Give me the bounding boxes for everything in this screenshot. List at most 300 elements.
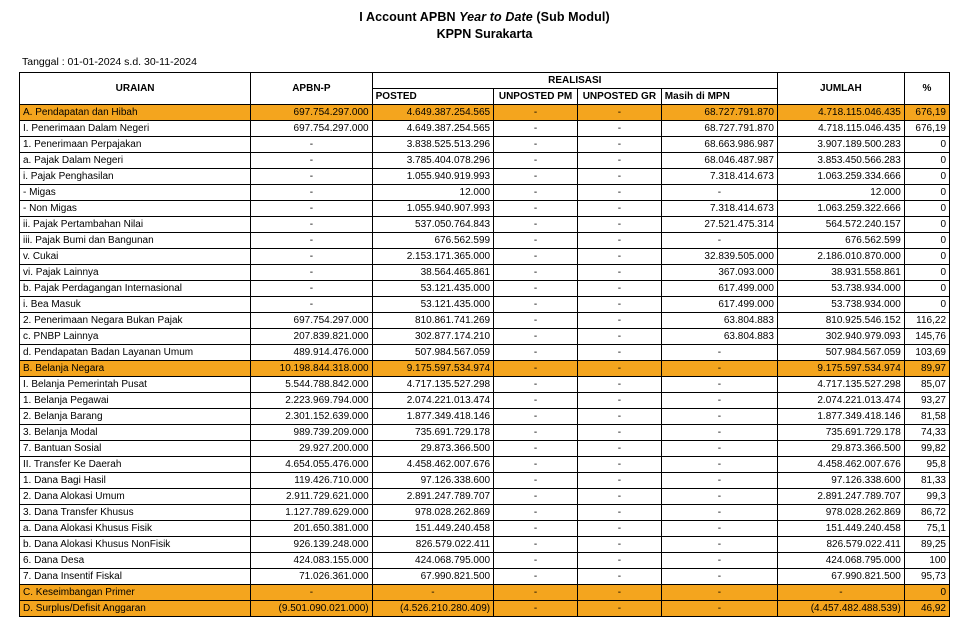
cell-uraian: 3. Belanja Modal: [20, 425, 251, 441]
cell-masih-di-mpn: -: [661, 521, 777, 537]
cell-persen: 0: [904, 585, 949, 601]
cell-masih-di-mpn: -: [661, 585, 777, 601]
cell-unposted-pm: -: [494, 169, 578, 185]
cell-apbnp: 2.301.152.639.000: [251, 409, 372, 425]
cell-posted: 676.562.599: [372, 233, 493, 249]
cell-persen: 89,25: [904, 537, 949, 553]
cell-apbnp: 10.198.844.318.000: [251, 361, 372, 377]
cell-unposted-pm: -: [494, 553, 578, 569]
table-row: [20, 265, 950, 281]
cell-masih-di-mpn: -: [661, 361, 777, 377]
cell-posted: 810.861.741.269: [372, 313, 493, 329]
cell-posted: (4.526.210.280.409): [372, 601, 493, 617]
column-header-masih-di-mpn: Masih di MPN: [661, 89, 777, 105]
cell-masih-di-mpn: 63.804.883: [661, 313, 777, 329]
cell-apbnp: 4.654.055.476.000: [251, 457, 372, 473]
cell-uraian: 2. Belanja Barang: [20, 409, 251, 425]
cell-persen: 0: [904, 169, 949, 185]
cell-posted: 3.838.525.513.296: [372, 137, 493, 153]
cell-apbnp: 1.127.789.629.000: [251, 505, 372, 521]
cell-masih-di-mpn: 68.663.986.987: [661, 137, 777, 153]
cell-posted: 1.055.940.907.993: [372, 201, 493, 217]
cell-jumlah: 1.063.259.322.666: [777, 201, 904, 217]
cell-uraian: 7. Dana Insentif Fiskal: [20, 569, 251, 585]
cell-unposted-gr: -: [577, 137, 661, 153]
cell-masih-di-mpn: -: [661, 393, 777, 409]
cell-unposted-pm: -: [494, 569, 578, 585]
table-row: [20, 441, 950, 457]
cell-persen: 95,73: [904, 569, 949, 585]
cell-apbnp: -: [251, 297, 372, 313]
cell-jumlah: 151.449.240.458: [777, 521, 904, 537]
cell-unposted-gr: -: [577, 201, 661, 217]
cell-unposted-pm: -: [494, 329, 578, 345]
table-row: [20, 393, 950, 409]
cell-uraian: 2. Penerimaan Negara Bukan Pajak: [20, 313, 251, 329]
cell-posted: 12.000: [372, 185, 493, 201]
cell-unposted-gr: -: [577, 233, 661, 249]
cell-uraian: - Non Migas: [20, 201, 251, 217]
page-title-prefix: I Account APBN: [359, 10, 460, 24]
report-title-block: [0, 0, 969, 41]
cell-jumlah: 97.126.338.600: [777, 473, 904, 489]
cell-posted: 507.984.567.059: [372, 345, 493, 361]
cell-masih-di-mpn: 68.727.791.870: [661, 121, 777, 137]
cell-persen: 81,33: [904, 473, 949, 489]
cell-unposted-gr: -: [577, 409, 661, 425]
cell-jumlah: 4.717.135.527.298: [777, 377, 904, 393]
cell-apbnp: -: [251, 233, 372, 249]
cell-jumlah: 978.028.262.869: [777, 505, 904, 521]
cell-uraian: 1. Belanja Pegawai: [20, 393, 251, 409]
table-row: [20, 553, 950, 569]
cell-posted: 4.458.462.007.676: [372, 457, 493, 473]
cell-masih-di-mpn: -: [661, 425, 777, 441]
cell-unposted-gr: -: [577, 361, 661, 377]
cell-persen: 0: [904, 265, 949, 281]
cell-unposted-pm: -: [494, 585, 578, 601]
table-row: [20, 345, 950, 361]
period-label: Tanggal : 01-01-2024 s.d. 30-11-2024: [22, 56, 197, 68]
cell-jumlah: 38.931.558.861: [777, 265, 904, 281]
cell-persen: 0: [904, 201, 949, 217]
cell-unposted-pm: -: [494, 601, 578, 617]
cell-uraian: 3. Dana Transfer Khusus: [20, 505, 251, 521]
cell-unposted-pm: -: [494, 505, 578, 521]
cell-masih-di-mpn: -: [661, 185, 777, 201]
cell-posted: 38.564.465.861: [372, 265, 493, 281]
cell-posted: 29.873.366.500: [372, 441, 493, 457]
cell-posted: 424.068.795.000: [372, 553, 493, 569]
cell-uraian: 7. Bantuan Sosial: [20, 441, 251, 457]
cell-persen: 100: [904, 553, 949, 569]
cell-uraian: A. Pendapatan dan Hibah: [20, 105, 251, 121]
cell-masih-di-mpn: 367.093.000: [661, 265, 777, 281]
column-header-jumlah: JUMLAH: [777, 73, 904, 105]
table-body: [20, 105, 950, 617]
cell-persen: 0: [904, 297, 949, 313]
cell-persen: 0: [904, 137, 949, 153]
cell-unposted-pm: -: [494, 441, 578, 457]
cell-masih-di-mpn: 7.318.414.673: [661, 201, 777, 217]
cell-unposted-gr: -: [577, 297, 661, 313]
cell-posted: 826.579.022.411: [372, 537, 493, 553]
cell-unposted-pm: -: [494, 473, 578, 489]
cell-unposted-pm: -: [494, 233, 578, 249]
cell-posted: 53.121.435.000: [372, 297, 493, 313]
cell-jumlah: 564.572.240.157: [777, 217, 904, 233]
cell-unposted-gr: -: [577, 169, 661, 185]
cell-uraian: II. Transfer Ke Daerah: [20, 457, 251, 473]
cell-unposted-gr: -: [577, 425, 661, 441]
cell-persen: 81,58: [904, 409, 949, 425]
cell-posted: 4.649.387.254.565: [372, 121, 493, 137]
cell-unposted-pm: -: [494, 201, 578, 217]
table-row: [20, 313, 950, 329]
cell-apbnp: 489.914.476.000: [251, 345, 372, 361]
cell-masih-di-mpn: -: [661, 569, 777, 585]
cell-unposted-pm: -: [494, 265, 578, 281]
cell-unposted-gr: -: [577, 281, 661, 297]
cell-posted: 151.449.240.458: [372, 521, 493, 537]
cell-persen: 75,1: [904, 521, 949, 537]
cell-unposted-gr: -: [577, 521, 661, 537]
cell-jumlah: 735.691.729.178: [777, 425, 904, 441]
table-row: [20, 153, 950, 169]
cell-unposted-gr: -: [577, 473, 661, 489]
table-row: [20, 585, 950, 601]
cell-apbnp: 201.650.381.000: [251, 521, 372, 537]
table-row: [20, 169, 950, 185]
column-header-apbnp: APBN-P: [251, 73, 372, 105]
cell-jumlah: (4.457.482.488.539): [777, 601, 904, 617]
cell-persen: 74,33: [904, 425, 949, 441]
cell-masih-di-mpn: 7.318.414.673: [661, 169, 777, 185]
page-title-suffix: (Sub Modul): [532, 10, 610, 24]
cell-uraian: i. Bea Masuk: [20, 297, 251, 313]
table-row: [20, 537, 950, 553]
cell-persen: 86,72: [904, 505, 949, 521]
cell-persen: 0: [904, 281, 949, 297]
cell-masih-di-mpn: -: [661, 489, 777, 505]
cell-unposted-gr: -: [577, 217, 661, 233]
cell-jumlah: 2.186.010.870.000: [777, 249, 904, 265]
cell-masih-di-mpn: -: [661, 441, 777, 457]
cell-posted: 735.691.729.178: [372, 425, 493, 441]
column-header-unposted-gr: UNPOSTED GR: [577, 89, 661, 105]
table-row: [20, 409, 950, 425]
cell-jumlah: -: [777, 585, 904, 601]
cell-jumlah: 826.579.022.411: [777, 537, 904, 553]
cell-uraian: vi. Pajak Lainnya: [20, 265, 251, 281]
cell-jumlah: 3.907.189.500.283: [777, 137, 904, 153]
table-row: [20, 425, 950, 441]
cell-jumlah: 3.853.450.566.283: [777, 153, 904, 169]
cell-apbnp: -: [251, 217, 372, 233]
cell-unposted-pm: -: [494, 489, 578, 505]
table-row: [20, 361, 950, 377]
cell-jumlah: 4.458.462.007.676: [777, 457, 904, 473]
cell-apbnp: 697.754.297.000: [251, 121, 372, 137]
cell-jumlah: 67.990.821.500: [777, 569, 904, 585]
cell-persen: 676,19: [904, 121, 949, 137]
cell-unposted-pm: -: [494, 345, 578, 361]
cell-masih-di-mpn: 27.521.475.314: [661, 217, 777, 233]
cell-posted: 4.717.135.527.298: [372, 377, 493, 393]
cell-persen: 0: [904, 185, 949, 201]
cell-uraian: v. Cukai: [20, 249, 251, 265]
cell-uraian: 1. Dana Bagi Hasil: [20, 473, 251, 489]
cell-unposted-gr: -: [577, 457, 661, 473]
cell-unposted-gr: -: [577, 585, 661, 601]
cell-unposted-gr: -: [577, 393, 661, 409]
cell-persen: 85,07: [904, 377, 949, 393]
page-title-italic: Year to Date: [459, 10, 533, 24]
cell-apbnp: 119.426.710.000: [251, 473, 372, 489]
cell-masih-di-mpn: 617.499.000: [661, 281, 777, 297]
cell-masih-di-mpn: -: [661, 345, 777, 361]
cell-unposted-gr: -: [577, 265, 661, 281]
cell-jumlah: 2.074.221.013.474: [777, 393, 904, 409]
cell-uraian: D. Surplus/Defisit Anggaran: [20, 601, 251, 617]
cell-masih-di-mpn: -: [661, 473, 777, 489]
cell-masih-di-mpn: -: [661, 377, 777, 393]
cell-masih-di-mpn: 68.046.487.987: [661, 153, 777, 169]
cell-apbnp: (9.501.090.021.000): [251, 601, 372, 617]
cell-jumlah: 53.738.934.000: [777, 281, 904, 297]
cell-apbnp: -: [251, 137, 372, 153]
cell-unposted-gr: -: [577, 569, 661, 585]
cell-posted: 978.028.262.869: [372, 505, 493, 521]
cell-apbnp: -: [251, 201, 372, 217]
cell-apbnp: 207.839.821.000: [251, 329, 372, 345]
table-row: [20, 505, 950, 521]
cell-unposted-gr: -: [577, 441, 661, 457]
cell-uraian: a. Dana Alokasi Khusus Fisik: [20, 521, 251, 537]
cell-unposted-gr: -: [577, 185, 661, 201]
cell-uraian: b. Dana Alokasi Khusus NonFisik: [20, 537, 251, 553]
cell-uraian: 1. Penerimaan Perpajakan: [20, 137, 251, 153]
cell-masih-di-mpn: -: [661, 233, 777, 249]
cell-posted: 1.877.349.418.146: [372, 409, 493, 425]
table-row: [20, 457, 950, 473]
cell-persen: 145,76: [904, 329, 949, 345]
cell-posted: -: [372, 585, 493, 601]
cell-uraian: 6. Dana Desa: [20, 553, 251, 569]
cell-masih-di-mpn: 63.804.883: [661, 329, 777, 345]
cell-unposted-pm: -: [494, 137, 578, 153]
table-row: [20, 489, 950, 505]
cell-unposted-pm: -: [494, 457, 578, 473]
cell-uraian: b. Pajak Perdagangan Internasional: [20, 281, 251, 297]
cell-unposted-pm: -: [494, 361, 578, 377]
cell-apbnp: 989.739.209.000: [251, 425, 372, 441]
page-title: [0, 10, 969, 24]
cell-unposted-pm: -: [494, 297, 578, 313]
cell-uraian: I. Penerimaan Dalam Negeri: [20, 121, 251, 137]
column-group-header-realisasi: REALISASI: [372, 73, 777, 89]
cell-persen: 89,97: [904, 361, 949, 377]
cell-unposted-gr: -: [577, 345, 661, 361]
cell-apbnp: 2.223.969.794.000: [251, 393, 372, 409]
cell-apbnp: -: [251, 249, 372, 265]
cell-unposted-gr: -: [577, 121, 661, 137]
cell-apbnp: 29.927.200.000: [251, 441, 372, 457]
cell-jumlah: 53.738.934.000: [777, 297, 904, 313]
cell-unposted-gr: -: [577, 601, 661, 617]
cell-apbnp: 5.544.788.842.000: [251, 377, 372, 393]
cell-uraian: d. Pendapatan Badan Layanan Umum: [20, 345, 251, 361]
cell-masih-di-mpn: -: [661, 601, 777, 617]
cell-jumlah: 810.925.546.152: [777, 313, 904, 329]
cell-posted: 53.121.435.000: [372, 281, 493, 297]
cell-posted: 9.175.597.534.974: [372, 361, 493, 377]
cell-unposted-pm: -: [494, 249, 578, 265]
cell-masih-di-mpn: 68.727.791.870: [661, 105, 777, 121]
cell-jumlah: 9.175.597.534.974: [777, 361, 904, 377]
cell-uraian: c. PNBP Lainnya: [20, 329, 251, 345]
cell-unposted-gr: -: [577, 249, 661, 265]
cell-unposted-gr: -: [577, 153, 661, 169]
column-header-posted: POSTED: [372, 89, 493, 105]
cell-masih-di-mpn: -: [661, 553, 777, 569]
cell-persen: 0: [904, 249, 949, 265]
table-row: [20, 249, 950, 265]
cell-persen: 0: [904, 217, 949, 233]
cell-uraian: iii. Pajak Bumi dan Bangunan: [20, 233, 251, 249]
cell-posted: 97.126.338.600: [372, 473, 493, 489]
cell-jumlah: 507.984.567.059: [777, 345, 904, 361]
cell-unposted-gr: -: [577, 537, 661, 553]
cell-posted: 2.153.171.365.000: [372, 249, 493, 265]
cell-persen: 103,69: [904, 345, 949, 361]
cell-posted: 4.649.387.254.565: [372, 105, 493, 121]
cell-apbnp: -: [251, 169, 372, 185]
cell-apbnp: 424.083.155.000: [251, 553, 372, 569]
cell-jumlah: 2.891.247.789.707: [777, 489, 904, 505]
table-row: [20, 297, 950, 313]
cell-uraian: I. Belanja Pemerintah Pusat: [20, 377, 251, 393]
table-row: [20, 201, 950, 217]
cell-unposted-gr: -: [577, 377, 661, 393]
cell-persen: 99,3: [904, 489, 949, 505]
cell-posted: 2.074.221.013.474: [372, 393, 493, 409]
cell-uraian: ii. Pajak Pertambahan Nilai: [20, 217, 251, 233]
cell-apbnp: -: [251, 281, 372, 297]
cell-unposted-pm: -: [494, 281, 578, 297]
iaccount-report-table: [19, 72, 950, 617]
cell-apbnp: -: [251, 265, 372, 281]
cell-apbnp: -: [251, 185, 372, 201]
cell-uraian: a. Pajak Dalam Negeri: [20, 153, 251, 169]
cell-uraian: C. Keseimbangan Primer: [20, 585, 251, 601]
cell-uraian: 2. Dana Alokasi Umum: [20, 489, 251, 505]
table-row: [20, 521, 950, 537]
cell-posted: 67.990.821.500: [372, 569, 493, 585]
cell-unposted-pm: -: [494, 537, 578, 553]
table-row: [20, 377, 950, 393]
table-row: [20, 329, 950, 345]
cell-persen: 93,27: [904, 393, 949, 409]
cell-apbnp: 71.026.361.000: [251, 569, 372, 585]
column-header-unposted-pm: UNPOSTED PM: [494, 89, 578, 105]
table-header: [20, 73, 950, 105]
cell-posted: 302.877.174.210: [372, 329, 493, 345]
table-row: [20, 105, 950, 121]
cell-unposted-pm: -: [494, 217, 578, 233]
cell-unposted-gr: -: [577, 553, 661, 569]
cell-jumlah: 4.718.115.046.435: [777, 105, 904, 121]
table-row: [20, 281, 950, 297]
cell-posted: 1.055.940.919.993: [372, 169, 493, 185]
cell-unposted-pm: -: [494, 105, 578, 121]
cell-apbnp: -: [251, 585, 372, 601]
cell-unposted-gr: -: [577, 489, 661, 505]
table-row: [20, 217, 950, 233]
cell-apbnp: -: [251, 153, 372, 169]
cell-unposted-gr: -: [577, 505, 661, 521]
cell-uraian: B. Belanja Negara: [20, 361, 251, 377]
cell-uraian: i. Pajak Penghasilan: [20, 169, 251, 185]
cell-persen: 0: [904, 153, 949, 169]
table-row: [20, 233, 950, 249]
cell-jumlah: 424.068.795.000: [777, 553, 904, 569]
cell-unposted-pm: -: [494, 121, 578, 137]
cell-masih-di-mpn: -: [661, 409, 777, 425]
cell-unposted-pm: -: [494, 521, 578, 537]
cell-uraian: - Migas: [20, 185, 251, 201]
cell-unposted-gr: -: [577, 105, 661, 121]
cell-masih-di-mpn: 617.499.000: [661, 297, 777, 313]
cell-jumlah: 29.873.366.500: [777, 441, 904, 457]
cell-unposted-pm: -: [494, 425, 578, 441]
cell-unposted-pm: -: [494, 393, 578, 409]
cell-unposted-pm: -: [494, 409, 578, 425]
cell-posted: 3.785.404.078.296: [372, 153, 493, 169]
cell-apbnp: 697.754.297.000: [251, 105, 372, 121]
cell-unposted-gr: -: [577, 313, 661, 329]
cell-masih-di-mpn: -: [661, 457, 777, 473]
table-header-row-1: [20, 73, 950, 89]
cell-posted: 2.891.247.789.707: [372, 489, 493, 505]
cell-persen: 676,19: [904, 105, 949, 121]
table-row: [20, 569, 950, 585]
column-header-uraian: URAIAN: [20, 73, 251, 105]
cell-masih-di-mpn: -: [661, 537, 777, 553]
cell-jumlah: 302.940.979.093: [777, 329, 904, 345]
cell-jumlah: 12.000: [777, 185, 904, 201]
cell-unposted-pm: -: [494, 313, 578, 329]
cell-jumlah: 676.562.599: [777, 233, 904, 249]
cell-persen: 116,22: [904, 313, 949, 329]
table-row: [20, 137, 950, 153]
cell-jumlah: 4.718.115.046.435: [777, 121, 904, 137]
cell-apbnp: 697.754.297.000: [251, 313, 372, 329]
cell-posted: 537.050.764.843: [372, 217, 493, 233]
cell-unposted-pm: -: [494, 185, 578, 201]
column-header-persen: %: [904, 73, 949, 105]
table-row: [20, 601, 950, 617]
cell-apbnp: 2.911.729.621.000: [251, 489, 372, 505]
cell-unposted-pm: -: [494, 377, 578, 393]
cell-persen: 46,92: [904, 601, 949, 617]
cell-persen: 95,8: [904, 457, 949, 473]
cell-apbnp: 926.139.248.000: [251, 537, 372, 553]
cell-unposted-gr: -: [577, 329, 661, 345]
cell-persen: 99,82: [904, 441, 949, 457]
table-row: [20, 473, 950, 489]
cell-masih-di-mpn: -: [661, 505, 777, 521]
